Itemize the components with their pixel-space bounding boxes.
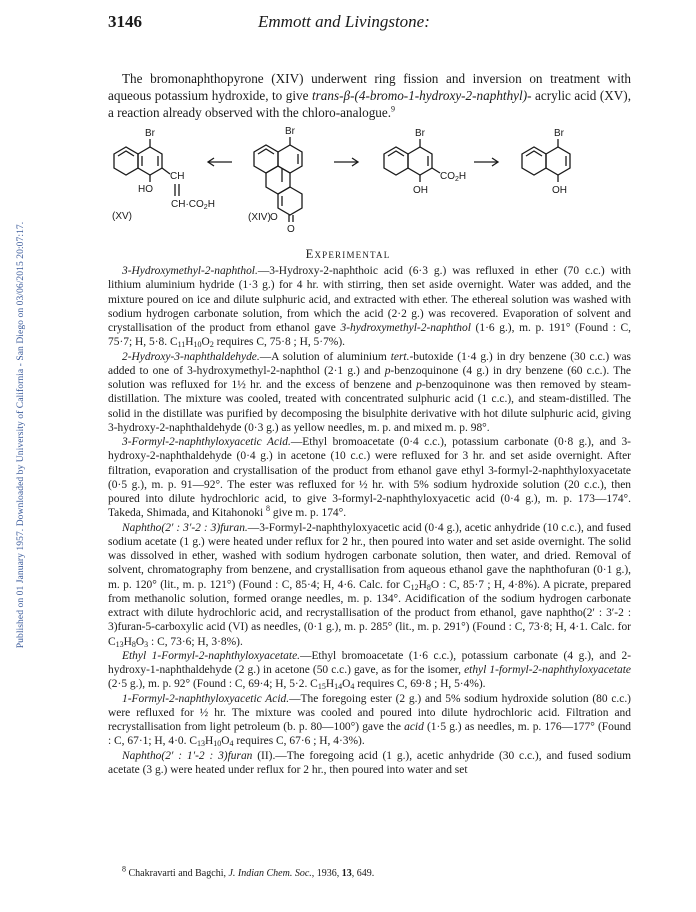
download-notice: Published on 01 January 1957. Downloaded by University of California - San Diego on 03/06/2015 20:07:17. [15,221,26,649]
intro-paragraph: The bromonaphthopyrone (XIV) underwent ring fission and inversion on treatment with aqueous potassium hydroxide, to give trans-β-(4-bromo-1-hydroxy-2-naphthyl)- acrylic acid (XV), a reaction already observed with the chloro-analogue.$^9$ [108,71,631,120]
reaction-arrow-2 [334,158,358,166]
paragraph-7: Naphtho(2′ : 1′-2 : 3)furan (II).—The foregoing acid (1 g.), acetic anhydride (30 c.c.), and fused sodium acetate (3 g.) were heated under reflux for 2 hr., then poured into water and set [108,749,631,776]
page-number: 3146 [108,12,142,31]
paragraph-5: Ethyl 1-Formyl-2-naphthyloxyacetate.—Ethyl bromoacetate (1·6 c.c.), potassium carbonate (4 g.), and 2-hydroxy-1-naphthaldehyde (2 g.) in acetone (50 c.c.) gave, as for the isomer, ethyl 1-formyl-2-naphthyloxyacetate (2·5 g.), m. p. 92° (Found : C, 69·4; H, 5·2. $C_{15}H_{14}O_4$ requires C, 69·8 ; H, 5·4%). [108,649,631,692]
paragraph-2: 2-Hydroxy-3-naphthaldehyde.—A solution of aluminium tert.-butoxide (1·4 g.) in dry benzene (30 c.c.) was added to one of 3-hydroxymethyl-2-naphthol (2·1 g.) and p-benzoquinone (4 g.) in dry benzene (60 c.c.). The solution was refluxed for 1½ hr. and the excess of benzene and p-benzoquinone was then removed by steam-distillation. The mixture was cooled, treated with concentrated sulphuric acid (1 c.c.), and steam-distilled. The solid in the distillate was purified by decomposing the bisulphite derivative with hot dilute sulphuric acid, giving 3-hydroxy-2-naphthaldehyde (0·3 g.) as yellow needles, m. p. and mixed m. p. 98°. [108,350,631,434]
label-chco2h: $CH\cdot CO_2H$ [171,199,215,211]
label-oh-naphthol: OH [552,185,567,196]
paragraph-6: 1-Formyl-2-naphthyloxyacetic Acid.—The foregoing ester (2 g.) and 5% sodium hydroxide solution (80 c.c.) were refluxed for ½ hr. The mixture was cooled and poured into dilute hydrochloric acid. Filtration and recrystallisation from light petroleum (b. p. 80—100°) gave the acid (1·5 g.) as needles, m. p. 176—177° (Found : C, 67·1; H, 4·0. $C_{13}H_{10}O_4$ requires C, 67·6 ; H, 4·3%). [108,692,632,749]
paragraph-1: 3-Hydroxymethyl-2-naphthol.—3-Hydroxy-2-naphthoic acid (6·3 g.) was refluxed in ether (70 c.c.) with lithium aluminium hydride (1·3 g.) for 4 hr. with stirring, then set aside overnight. Water was added, and the mixture poured on ice and dilute sulphuric acid, and extracted with ether. The ethereal solution was washed with sodium hydrogen carbonate solution, from which the acid (2·2 g.) was recovered. Evaporation of solvent and crystallisation of the product from ethanol gave 3-hydroxymethyl-2-naphthol (1·6 g.), m. p. 191° (Found : C, 75·7; H, 5·8. $C_{11}H_{10}O_2$ requires C, 75·8 ; H, 5·7%). [108,265,632,350]
reaction-arrow-3 [474,158,498,166]
section-heading: Experimental [305,247,391,261]
label-co2h: $CO_2H$ [440,171,467,183]
structure-xiv [254,137,302,222]
label-br-xiv: Br [285,126,295,137]
footnote: $^8$ Chakravarti and Bagchi, J. Indian Chem. Soc., 1936, 13, 649. [122,864,375,879]
label-ho: HO [138,184,153,195]
label-xiv: (XIV) [248,212,271,223]
label-br-acid: Br [415,128,425,139]
label-ch: CH [170,171,185,182]
label-o-xiv: O [270,212,278,223]
structure-naphthol [522,139,570,182]
reaction-scheme [108,116,628,250]
paragraph-3: 3-Formyl-2-naphthyloxyacetic Acid.—Ethyl bromoacetate (0·4 c.c.), potassium carbonate (0·8 g.), and 3-hydroxy-2-naphthaldehyde (0·4 g.) in acetone (10 c.c.) were refluxed for 3 hr. and set aside overnight. After filtration, evaporation and crystallisation of the product from ethanol gave ethyl 3-formyl-2-naphthyloxyacetate (0·5 g.), m. p. 91—92°. The ester was refluxed for ½ hr. with 5% sodium hydroxide solution (20 c.c.), then poured into dilute hydrochloric acid, to give 3-formyl-2-naphthyloxyacetic acid (0·4 g.), m. p. 173—174°. Takeda, Shimada, and Kitahonoki $^8$ give m. p. 174°. [108,436,631,520]
label-br-naphthol: Br [554,128,564,139]
structure-acid [384,139,440,182]
label-oxo-xiv: O [287,224,295,235]
experimental-body [108,264,631,777]
paragraph-4: Naphtho(2′ : 3′-2 : 3)furan.—3-Formyl-2-naphthyloxyacetic acid (0·4 g.), acetic anhydride (10 c.c.), and fused sodium acetate (1 g.) were heated under reflux for 2 hr., then poured into water and set aside overnight. The solid was dissolved in ether, washed with sodium hydrogen carbonate solution, then water, and dried. Removal of solvent, chromatography from benzene, and crystallisation from aqueous ethanol gave the naphthofuran (0·1 g.), m. p. 120° (lit., m. p. 121°) (Found : C, 85·4; H, 4·6. Calc. for $C_{12}H_8O$ : C, 85·7 ; H, 4·8%). A picrate, prepared from methanolic solution, formed orange needles, m. p. 134°. Acidification of the sodium hydrogen carbonate extract with dilute hydrochloric acid, and recrystallisation of the product from ethanol, gave naphtho(2′ : 3′-2 : 3)furan-5-carboxylic acid (VI) as needles, (0·1 g.), m. p. 285° (lit., m. p. 291°) (Found : C, 73·8; H, 4·1. Calc. for $C_{13}H_8O_3$ : C, 73·6; H, 3·8%). [108,521,631,649]
label-xv: (XV) [112,211,132,222]
label-br-xv: Br [145,128,155,139]
running-title: Emmott and Livingstone: [258,12,430,31]
label-oh-acid: OH [413,185,428,196]
page-header [108,12,608,36]
reaction-arrow-1 [208,158,232,166]
